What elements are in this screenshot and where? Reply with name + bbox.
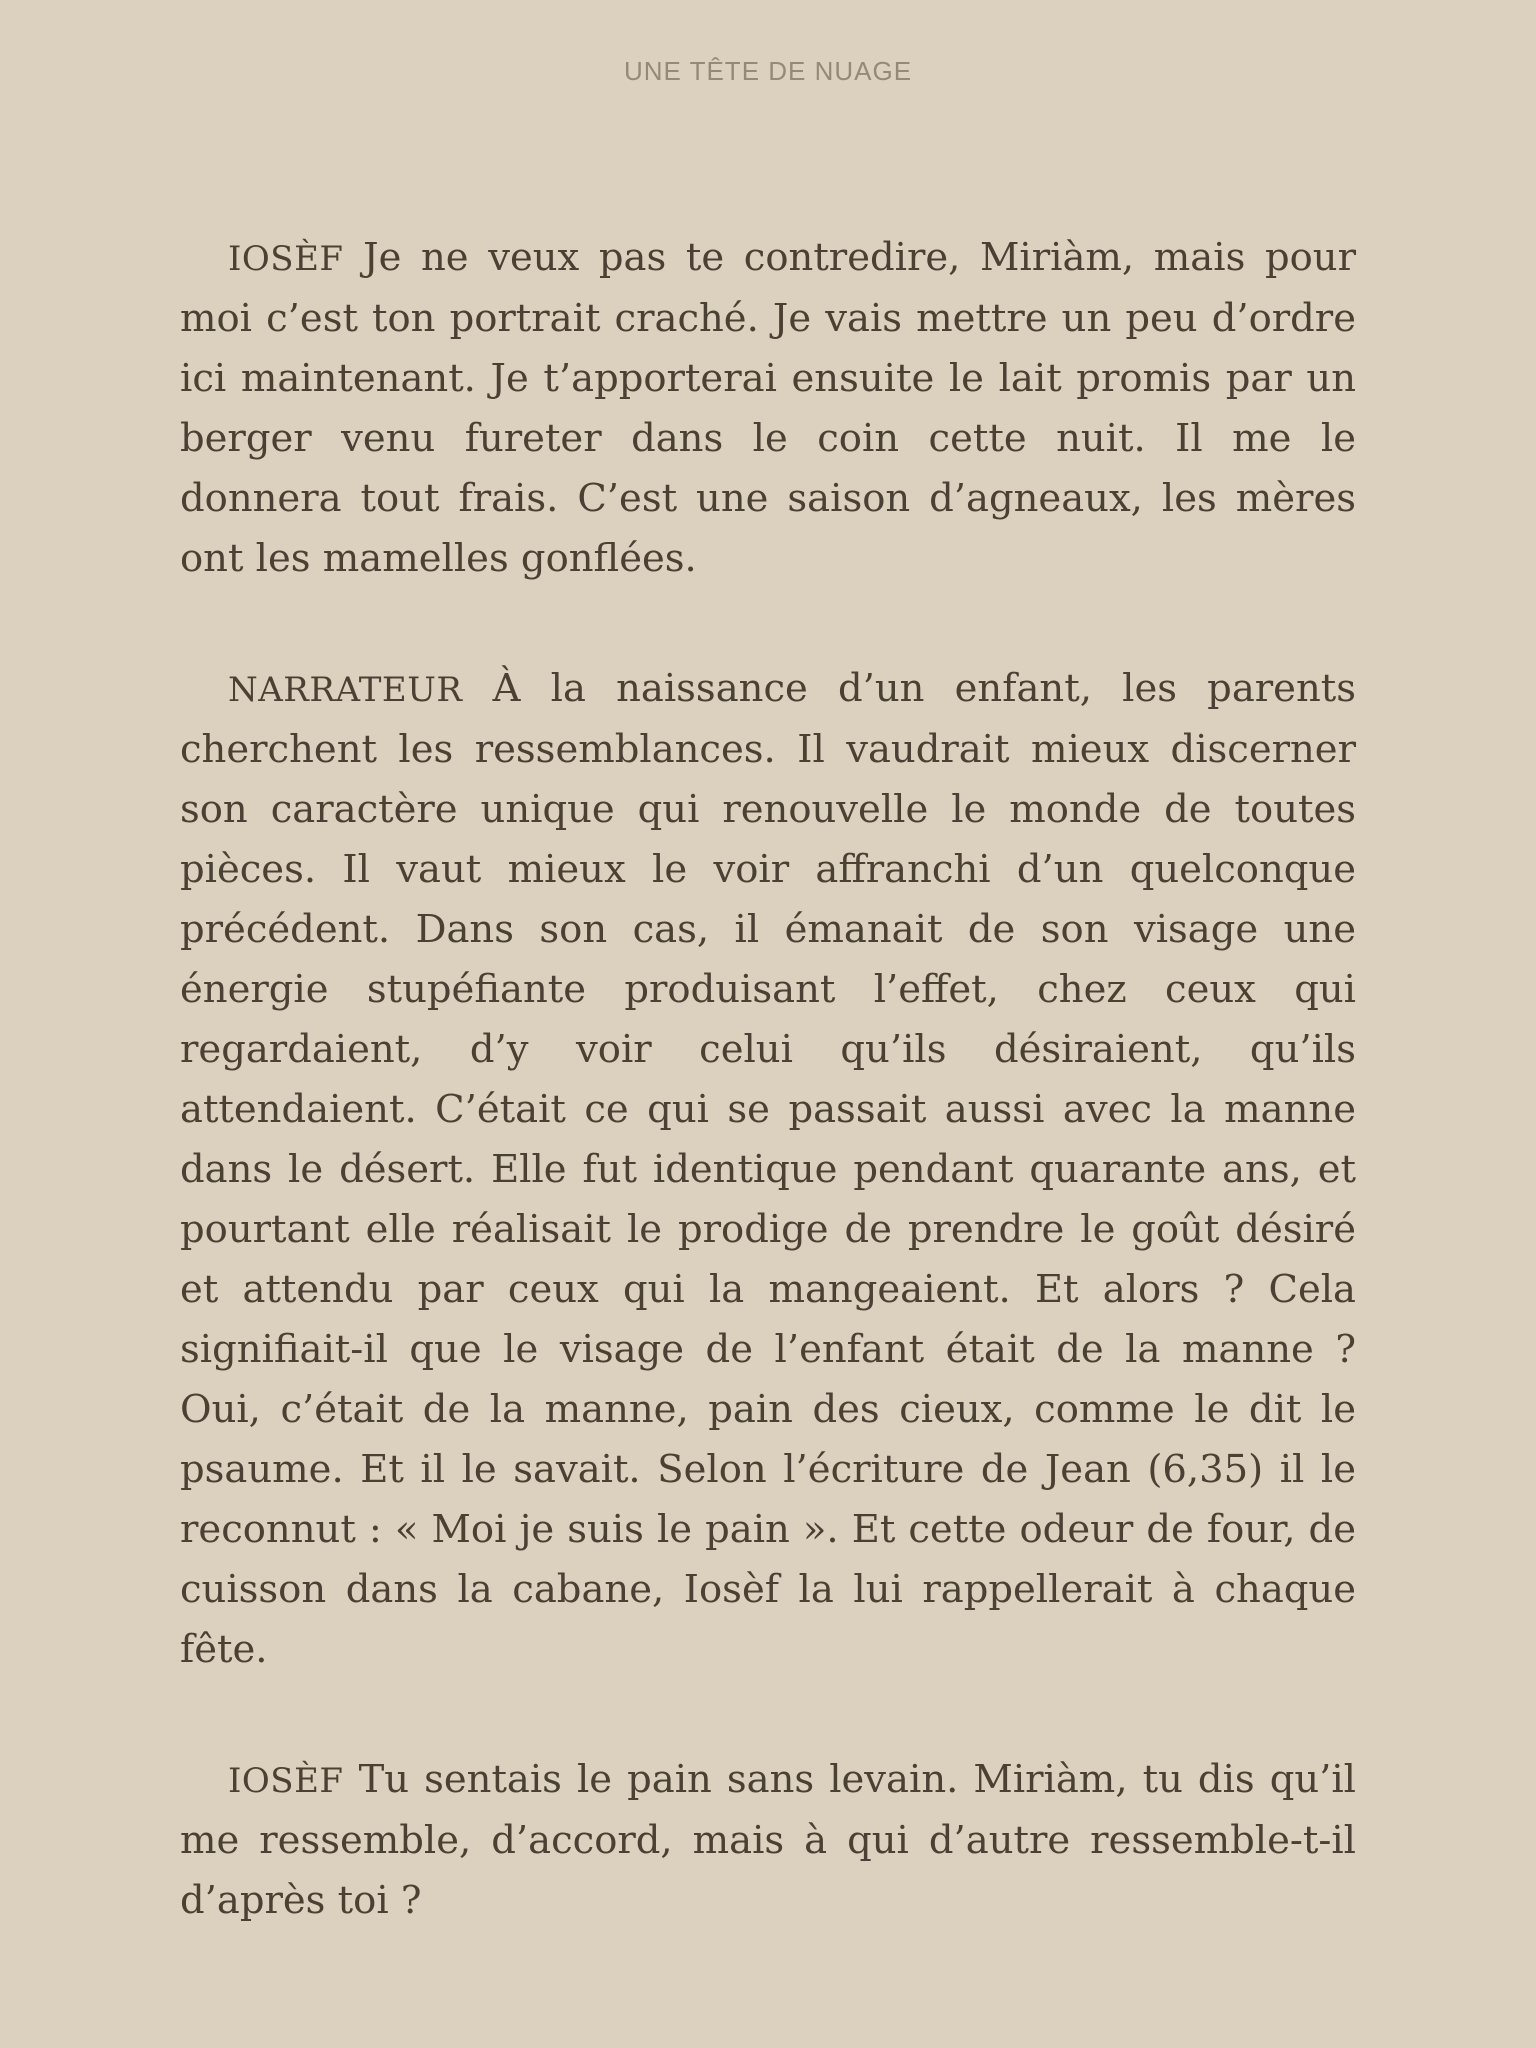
paragraph-iosef-2 (180, 1750, 1356, 1931)
speaker-name: NARRATEUR (228, 670, 463, 710)
paragraph-narrateur (180, 659, 1356, 1680)
paragraph-text: Je ne veux pas te contredire, Miriàm, mais pour moi c’est ton portrait craché. Je vais mettre un peu d’ordre ici maintenant. Je t’apporterai ensuite le lait promis par un berger venu fureter dans le coin cette nuit. Il me le donnera tout frais. C’est une saison d’agneaux, les mères ont les mamelles gonflées. (180, 235, 1356, 581)
running-header: UNE TÊTE DE NUAGE (623, 56, 913, 86)
paragraph-text: Tu sentais le pain sans levain. Miriàm, tu dis qu’il me ressemble, d’accord, mais à qui d’autre ressemble-t-il d’après toi ? (180, 1757, 1356, 1923)
speaker-name: IOSÈF (228, 1761, 344, 1801)
paragraph-text: À la naissance d’un enfant, les parents cherchent les ressemblances. Il vaudrait mieux discerner son caractère unique qui renouvelle le monde de toutes pièces. Il vaut mieux le voir affranchi d’un quelconque précédent. Dans son cas, il émanait de son visage une énergie stupéfiante produisant l’effet, chez ceux qui regardaient, d’y voir celui qu’ils désiraient, qu’ils attendaient. C’était ce qui se passait aussi avec la manne dans le désert. Elle fut identique pendant quarante ans, et pourtant elle réalisait le prodige de prendre le goût désiré et attendu par ceux qui la mangeaient. Et alors ? Cela signifiait-il que le visage de l’enfant était de la manne ? Oui, c’était de la manne, pain des cieux, comme le dit le psaume. Et il le savait. Selon l’écriture de Jean (6,35) il le reconnut : « Moi je suis le pain ». Et cette odeur de four, de cuisson dans la cabane, Iosèf la lui rappellerait à chaque fête. (180, 666, 1356, 1672)
page-body (180, 228, 1356, 2001)
speaker-name: IOSÈF (228, 239, 344, 279)
paragraph-iosef-1 (180, 228, 1356, 589)
